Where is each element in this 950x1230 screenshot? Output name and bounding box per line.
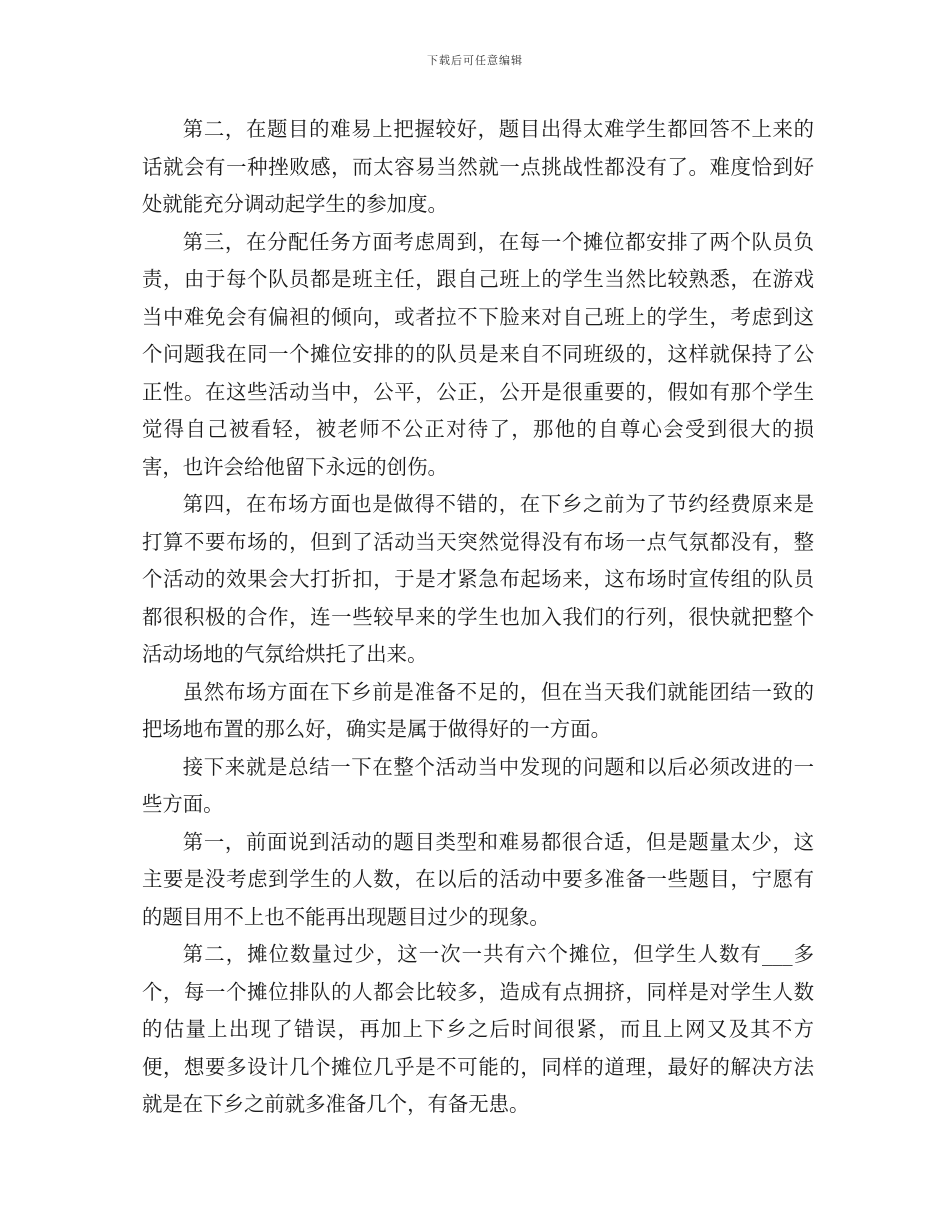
- paragraph: 第一，前面说到活动的题目类型和难易都很合适，但是题量太少，这主要是没考虑到学生的人数，在以后的活动中要多准备一些题目，宁愿有的题目用不上也不能再出现题目过少的现象。: [142, 829, 814, 929]
- paragraph: 接下来就是总结一下在整个活动当中发现的问题和以后必须改进的一些方面。: [142, 754, 814, 816]
- paragraph: 第四，在布场方面也是做得不错的，在下乡之前为了节约经费原来是打算不要布场的，但到了活动当天突然觉得没有布场一点气氛都没有，整个活动的效果会大打折扣，于是才紧急布起场来，这布场时宣传组的队员都很积极的合作，连一些较早来的学生也加入我们的行列，很快就把整个活动场地的气氛给烘托了出来。: [142, 492, 814, 666]
- document-body: [142, 111, 814, 1124]
- paragraph: 虽然布场方面在下乡前是准备不足的，但在当天我们就能团结一致的把场地布置的那么好，确实是属于做得好的一方面。: [142, 679, 814, 741]
- paragraph: 第二，摊位数量过少，这一次一共有六个摊位，但学生人数有___多个，每一个摊位排队的人都会比较多，造成有点拥挤，同样是对学生人数的估量上出现了错误，再加上下乡之后时间很紧，而且上网又及其不方便，想要多设计几个摊位几乎是不可能的，同样的道理，最好的解决方法就是在下乡之前就多准备几个，有备无患。: [142, 942, 814, 1116]
- paragraph: 第二，在题目的难易上把握较好，题目出得太难学生都回答不上来的话就会有一种挫败感，而太容易当然就一点挑战性都没有了。难度恰到好处就能充分调动起学生的参加度。: [142, 117, 814, 216]
- paragraph: 第三，在分配任务方面考虑周到，在每一个摊位都安排了两个队员负责，由于每个队员都是班主任，跟自己班上的学生当然比较熟悉，在游戏当中难免会有偏袒的倾向，或者拉不下脸来对自己班上的学生，考虑到这个问题我在同一个摊位安排的的队员是来自不同班级的，这样就保持了公正性。在这些活动当中，公平，公正，公开是很重要的，假如有那个学生觉得自己被看轻，被老师不公正对待了，那他的自尊心会受到很大的损害，也许会给他留下永远的创伤。: [142, 229, 814, 479]
- page-header: 下载后可任意编辑: [427, 54, 523, 67]
